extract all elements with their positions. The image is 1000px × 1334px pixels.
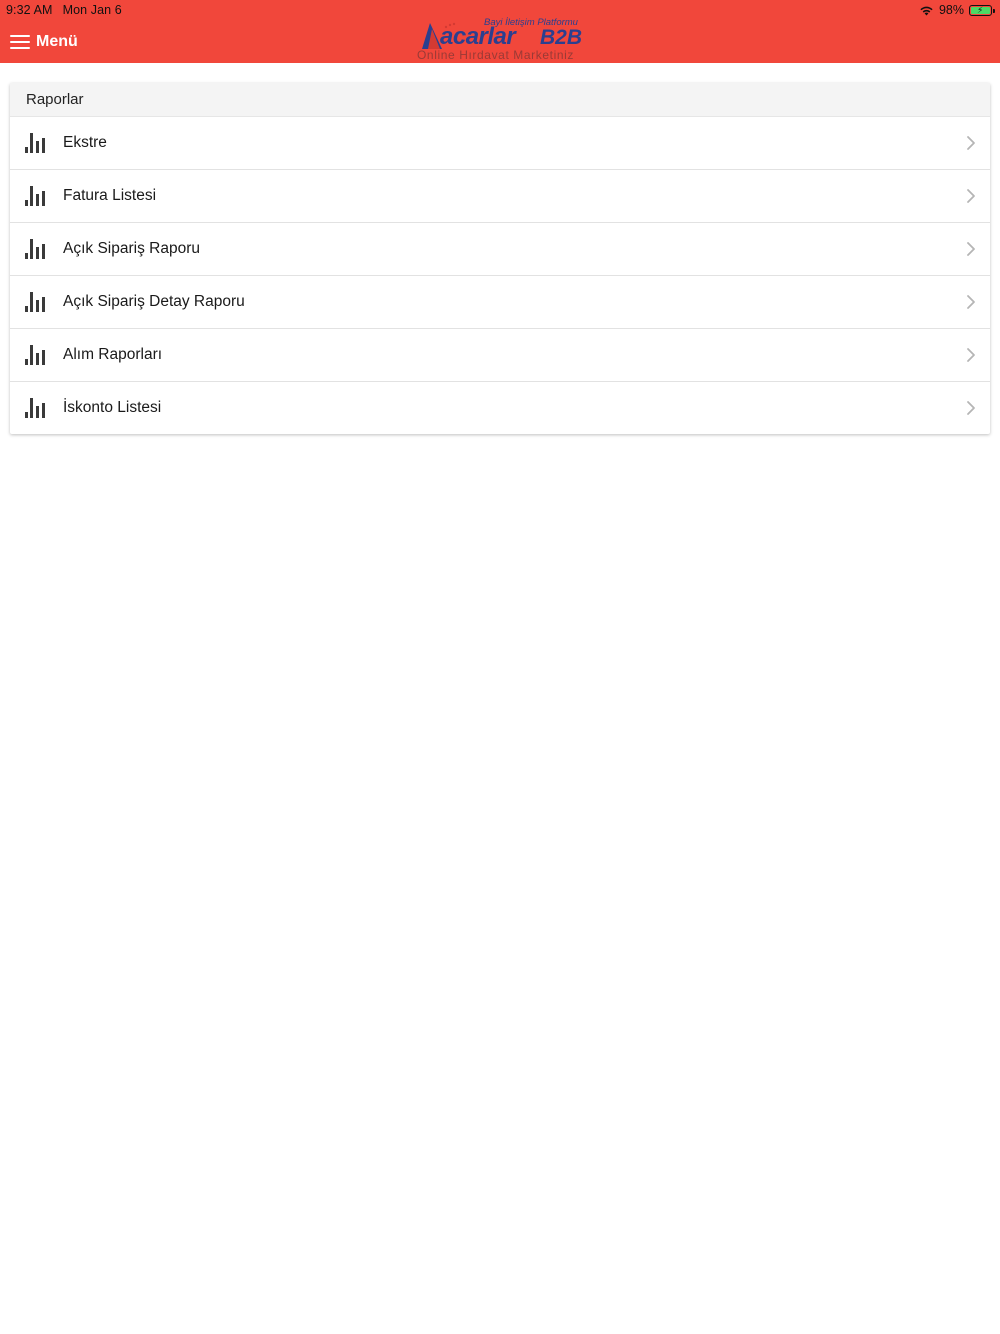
status-bar-time — [6, 3, 122, 17]
reports-title: Raporlar — [26, 91, 84, 108]
brand-logo[interactable] — [416, 17, 586, 63]
report-item[interactable] — [10, 117, 990, 170]
report-item-label: Ekstre — [63, 134, 107, 151]
bar-chart-icon — [25, 186, 47, 206]
chevron-right-icon — [966, 241, 976, 257]
chevron-right-icon — [966, 294, 976, 310]
report-item[interactable] — [10, 329, 990, 382]
logo-brand: acarlar — [440, 23, 516, 50]
hamburger-menu-icon — [10, 34, 30, 50]
chevron-right-icon — [966, 135, 976, 151]
report-list — [10, 117, 990, 434]
logo-tagline: Bayi İletişim Platformu — [484, 17, 578, 28]
chevron-right-icon — [966, 347, 976, 363]
status-date: Mon Jan 6 — [62, 3, 122, 17]
status-bar-right — [919, 2, 992, 18]
battery-percent: 98% — [938, 3, 964, 17]
chevron-right-icon — [966, 400, 976, 416]
report-item[interactable] — [10, 276, 990, 329]
report-item-label: Fatura Listesi — [63, 187, 157, 204]
battery-level — [971, 4, 990, 15]
report-item[interactable] — [10, 382, 990, 434]
bar-chart-icon — [25, 345, 47, 365]
top-bar — [0, 0, 1000, 63]
report-item[interactable] — [10, 223, 990, 276]
charging-bolt-icon: ⚡ — [977, 4, 984, 15]
battery-icon — [969, 5, 992, 16]
bar-chart-icon — [25, 239, 47, 259]
logo-b2b: B2B — [540, 26, 583, 49]
reports-card-header — [10, 83, 990, 117]
chevron-right-icon — [966, 188, 976, 204]
bar-chart-icon — [25, 292, 47, 312]
reports-card — [10, 83, 990, 434]
menu-label: Menü — [36, 33, 78, 50]
menu-button[interactable] — [10, 31, 78, 53]
report-item-label: Açık Sipariş Detay Raporu — [63, 293, 245, 310]
bar-chart-icon — [25, 133, 47, 153]
report-item-label: Açık Sipariş Raporu — [63, 240, 200, 257]
report-item-label: Alım Raporları — [63, 346, 163, 363]
report-item-label: İskonto Listesi — [63, 399, 162, 416]
status-time: 9:32 AM — [6, 3, 53, 17]
bar-chart-icon — [25, 398, 47, 418]
report-item[interactable] — [10, 170, 990, 223]
wifi-icon — [919, 5, 934, 16]
logo-subtitle: Online Hırdavat Marketiniz — [417, 48, 574, 62]
